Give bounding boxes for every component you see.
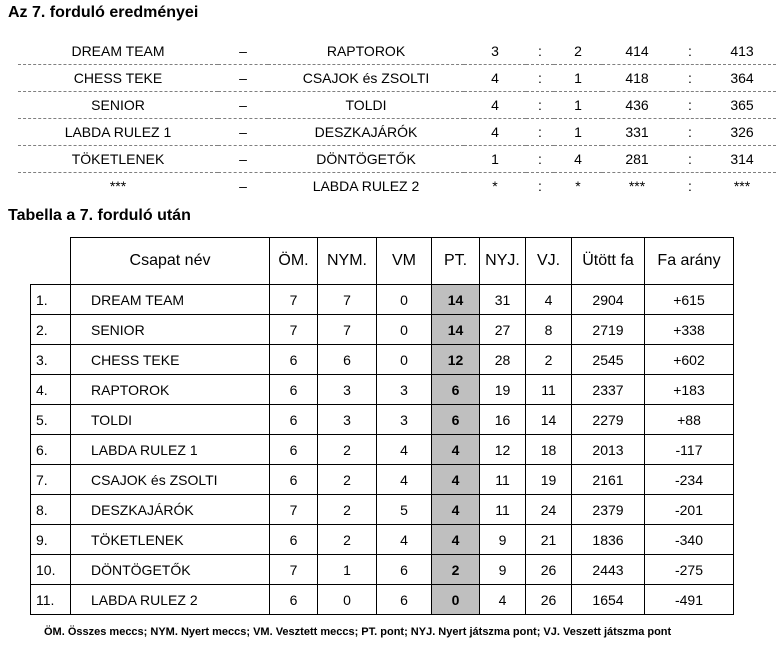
standings-nym-cell: 2	[318, 495, 377, 525]
result-away-pins: ***	[733, 178, 751, 194]
standings-vm-cell: 0	[377, 345, 432, 375]
result-home-team: CHESS TEKE	[73, 70, 163, 86]
standings-vm-cell: 4	[377, 435, 432, 465]
standings-rank-cell: 2.	[31, 315, 71, 345]
standings-pt-cell: 14	[432, 285, 480, 315]
result-dash: –	[239, 151, 247, 167]
result-home-team: TÖKETLENEK	[71, 151, 165, 167]
result-row	[18, 92, 776, 119]
result-away-pins: 314	[730, 151, 754, 167]
table-row	[31, 345, 734, 375]
standings-team-cell: LABDA RULEZ 2	[71, 585, 270, 615]
table-row	[31, 435, 734, 465]
standings-vm-cell: 5	[377, 495, 432, 525]
result-away-team: RAPTOROK	[326, 43, 406, 59]
header-vj: VJ.	[526, 238, 572, 285]
standings-rank-cell: 7.	[31, 465, 71, 495]
standings-team-cell: LABDA RULEZ 1	[71, 435, 270, 465]
header-arany: Fa arány	[645, 238, 734, 285]
result-colon: :	[538, 70, 542, 86]
result-dash: –	[239, 70, 247, 86]
standings-nym-cell: 7	[318, 315, 377, 345]
standings-vm-cell: 4	[377, 465, 432, 495]
result-colon: :	[538, 97, 542, 113]
standings-fa-cell: 2719	[572, 315, 645, 345]
result-colon: :	[688, 43, 692, 59]
table-row	[31, 525, 734, 555]
result-colon: :	[688, 97, 692, 113]
standings-fa-cell: 2545	[572, 345, 645, 375]
header-team: Csapat név	[71, 238, 270, 285]
standings-arany-cell: -117	[645, 435, 734, 465]
standings-fa-cell: 1654	[572, 585, 645, 615]
legend: ÖM. Összes meccs; NYM. Nyert meccs; VM. Vesztett meccs; PT. pont; NYJ. Nyert játszma pont; VJ. Veszett játszma pont	[44, 626, 672, 638]
header-om: ÖM.	[270, 238, 318, 285]
standings-nym-cell: 1	[318, 555, 377, 585]
standings-vj-cell: 14	[526, 405, 572, 435]
standings-vm-cell: 0	[377, 315, 432, 345]
standings-pt-cell: 14	[432, 315, 480, 345]
standings-vj-cell: 26	[526, 555, 572, 585]
result-colon: :	[538, 151, 542, 167]
standings-team-cell: SENIOR	[71, 315, 270, 345]
standings-arany-cell: -491	[645, 585, 734, 615]
result-colon: :	[688, 178, 692, 194]
header-nyj: NYJ.	[480, 238, 526, 285]
header-nym: NYM.	[318, 238, 377, 285]
standings-fa-cell: 2013	[572, 435, 645, 465]
standings-vj-cell: 19	[526, 465, 572, 495]
standings-nym-cell: 0	[318, 585, 377, 615]
standings-arany-cell: -275	[645, 555, 734, 585]
standings-fa-cell: 1836	[572, 525, 645, 555]
result-away-games: 1	[574, 124, 582, 140]
standings-nyj-cell: 31	[480, 285, 526, 315]
table-row	[31, 315, 734, 345]
standings-nyj-cell: 16	[480, 405, 526, 435]
result-home-team: ***	[109, 178, 127, 194]
result-row	[18, 173, 776, 200]
standings-om-cell: 6	[270, 345, 318, 375]
result-away-team: DÖNTÖGETŐK	[316, 151, 416, 167]
table-row	[31, 285, 734, 315]
result-row	[18, 119, 776, 146]
standings-team-cell: CHESS TEKE	[71, 345, 270, 375]
standings-nyj-cell: 12	[480, 435, 526, 465]
results-table	[18, 38, 776, 199]
result-colon: :	[538, 178, 542, 194]
result-home-pins: 331	[625, 124, 649, 140]
standings-nym-cell: 6	[318, 345, 377, 375]
table-row	[31, 495, 734, 525]
standings-nyj-cell: 11	[480, 465, 526, 495]
standings-nyj-cell: 4	[480, 585, 526, 615]
standings-vj-cell: 21	[526, 525, 572, 555]
standings-vj-cell: 18	[526, 435, 572, 465]
result-dash: –	[239, 178, 247, 194]
standings-om-cell: 6	[270, 585, 318, 615]
table-row	[31, 375, 734, 405]
standings-vm-cell: 6	[377, 585, 432, 615]
result-away-games: 1	[574, 70, 582, 86]
standings-vm-cell: 3	[377, 375, 432, 405]
result-dash: –	[239, 43, 247, 59]
standings-om-cell: 6	[270, 405, 318, 435]
result-home-pins: ***	[628, 178, 646, 194]
result-away-games: 4	[574, 151, 582, 167]
header-vm: VM	[377, 238, 432, 285]
standings-om-cell: 6	[270, 525, 318, 555]
standings-nyj-cell: 11	[480, 495, 526, 525]
standings-arany-cell: -234	[645, 465, 734, 495]
standings-rank-cell: 3.	[31, 345, 71, 375]
header-fa: Ütött fa	[572, 238, 645, 285]
result-away-pins: 365	[730, 97, 754, 113]
result-home-games: 1	[491, 151, 499, 167]
table-row	[31, 465, 734, 495]
result-colon: :	[688, 124, 692, 140]
standings-team-cell: DREAM TEAM	[71, 285, 270, 315]
standings-vj-cell: 24	[526, 495, 572, 525]
standings-table	[30, 237, 734, 615]
result-row	[18, 38, 776, 65]
result-away-pins: 326	[730, 124, 754, 140]
standings-header-row	[31, 238, 734, 285]
standings-om-cell: 6	[270, 375, 318, 405]
standings-rank-cell: 8.	[31, 495, 71, 525]
standings-om-cell: 7	[270, 315, 318, 345]
result-home-games: *	[492, 178, 498, 194]
result-row	[18, 146, 776, 173]
standings-pt-cell: 4	[432, 435, 480, 465]
results-title: Az 7. forduló eredményei	[8, 4, 199, 21]
standings-arany-cell: +615	[645, 285, 734, 315]
header-blank	[31, 238, 71, 285]
standings-vm-cell: 3	[377, 405, 432, 435]
result-dash: –	[239, 97, 247, 113]
standings-nyj-cell: 27	[480, 315, 526, 345]
result-colon: :	[538, 43, 542, 59]
standings-nym-cell: 2	[318, 465, 377, 495]
result-colon: :	[688, 151, 692, 167]
standings-pt-cell: 4	[432, 465, 480, 495]
standings-nyj-cell: 28	[480, 345, 526, 375]
standings-team-cell: TOLDI	[71, 405, 270, 435]
standings-om-cell: 7	[270, 285, 318, 315]
table-row	[31, 405, 734, 435]
standings-team-cell: TÖKETLENEK	[71, 525, 270, 555]
header-pt: PT.	[432, 238, 480, 285]
standings-fa-cell: 2904	[572, 285, 645, 315]
result-away-team: CSAJOK és ZSOLTI	[302, 70, 430, 86]
standings-vm-cell: 0	[377, 285, 432, 315]
standings-nym-cell: 2	[318, 435, 377, 465]
standings-vm-cell: 6	[377, 555, 432, 585]
standings-team-cell: DESZKAJÁRÓK	[71, 495, 270, 525]
standings-arany-cell: -201	[645, 495, 734, 525]
result-home-team: LABDA RULEZ 1	[64, 124, 172, 140]
result-away-team: DESZKAJÁRÓK	[314, 124, 418, 140]
standings-arany-cell: +88	[645, 405, 734, 435]
standings-rank-cell: 10.	[31, 555, 71, 585]
standings-nyj-cell: 9	[480, 555, 526, 585]
standings-vj-cell: 26	[526, 585, 572, 615]
standings-rank-cell: 1.	[31, 285, 71, 315]
standings-vj-cell: 11	[526, 375, 572, 405]
result-away-pins: 413	[730, 43, 754, 59]
standings-pt-cell: 4	[432, 495, 480, 525]
standings-arany-cell: +602	[645, 345, 734, 375]
standings-om-cell: 7	[270, 495, 318, 525]
result-row	[18, 65, 776, 92]
table-row	[31, 585, 734, 615]
standings-nym-cell: 2	[318, 525, 377, 555]
standings-fa-cell: 2443	[572, 555, 645, 585]
standings-title: Tabella a 7. forduló után	[8, 207, 191, 224]
standings-pt-cell: 2	[432, 555, 480, 585]
standings-fa-cell: 2279	[572, 405, 645, 435]
standings-fa-cell: 2337	[572, 375, 645, 405]
result-home-pins: 281	[625, 151, 649, 167]
result-colon: :	[538, 124, 542, 140]
result-home-games: 3	[491, 43, 499, 59]
result-home-pins: 418	[625, 70, 649, 86]
standings-vj-cell: 8	[526, 315, 572, 345]
result-away-games: *	[575, 178, 581, 194]
result-home-team: DREAM TEAM	[71, 43, 165, 59]
standings-pt-cell: 4	[432, 525, 480, 555]
standings-team-cell: CSAJOK és ZSOLTI	[71, 465, 270, 495]
standings-team-cell: DÖNTÖGETŐK	[71, 555, 270, 585]
result-home-games: 4	[491, 70, 499, 86]
standings-vj-cell: 4	[526, 285, 572, 315]
result-dash: –	[239, 124, 247, 140]
result-home-pins: 414	[625, 43, 649, 59]
result-away-games: 2	[574, 43, 582, 59]
standings-nym-cell: 3	[318, 375, 377, 405]
result-away-games: 1	[574, 97, 582, 113]
standings-pt-cell: 0	[432, 585, 480, 615]
result-colon: :	[688, 70, 692, 86]
standings-vm-cell: 4	[377, 525, 432, 555]
standings-vj-cell: 2	[526, 345, 572, 375]
standings-rank-cell: 5.	[31, 405, 71, 435]
standings-fa-cell: 2161	[572, 465, 645, 495]
standings-rank-cell: 9.	[31, 525, 71, 555]
standings-pt-cell: 6	[432, 375, 480, 405]
result-home-pins: 436	[625, 97, 649, 113]
standings-nym-cell: 3	[318, 405, 377, 435]
standings-rank-cell: 11.	[31, 585, 71, 615]
standings-nyj-cell: 19	[480, 375, 526, 405]
standings-arany-cell: -340	[645, 525, 734, 555]
standings-fa-cell: 2379	[572, 495, 645, 525]
standings-nym-cell: 7	[318, 285, 377, 315]
standings-pt-cell: 6	[432, 405, 480, 435]
result-away-pins: 364	[730, 70, 754, 86]
standings-rank-cell: 4.	[31, 375, 71, 405]
result-home-games: 4	[491, 97, 499, 113]
standings-arany-cell: +183	[645, 375, 734, 405]
standings-pt-cell: 12	[432, 345, 480, 375]
standings-om-cell: 6	[270, 465, 318, 495]
result-home-team: SENIOR	[91, 97, 145, 113]
standings-nyj-cell: 9	[480, 525, 526, 555]
result-away-team: LABDA RULEZ 2	[312, 178, 420, 194]
standings-om-cell: 7	[270, 555, 318, 585]
standings-om-cell: 6	[270, 435, 318, 465]
standings-rank-cell: 6.	[31, 435, 71, 465]
standings-arany-cell: +338	[645, 315, 734, 345]
standings-team-cell: RAPTOROK	[71, 375, 270, 405]
result-home-games: 4	[491, 124, 499, 140]
table-row	[31, 555, 734, 585]
result-away-team: TOLDI	[345, 97, 387, 113]
